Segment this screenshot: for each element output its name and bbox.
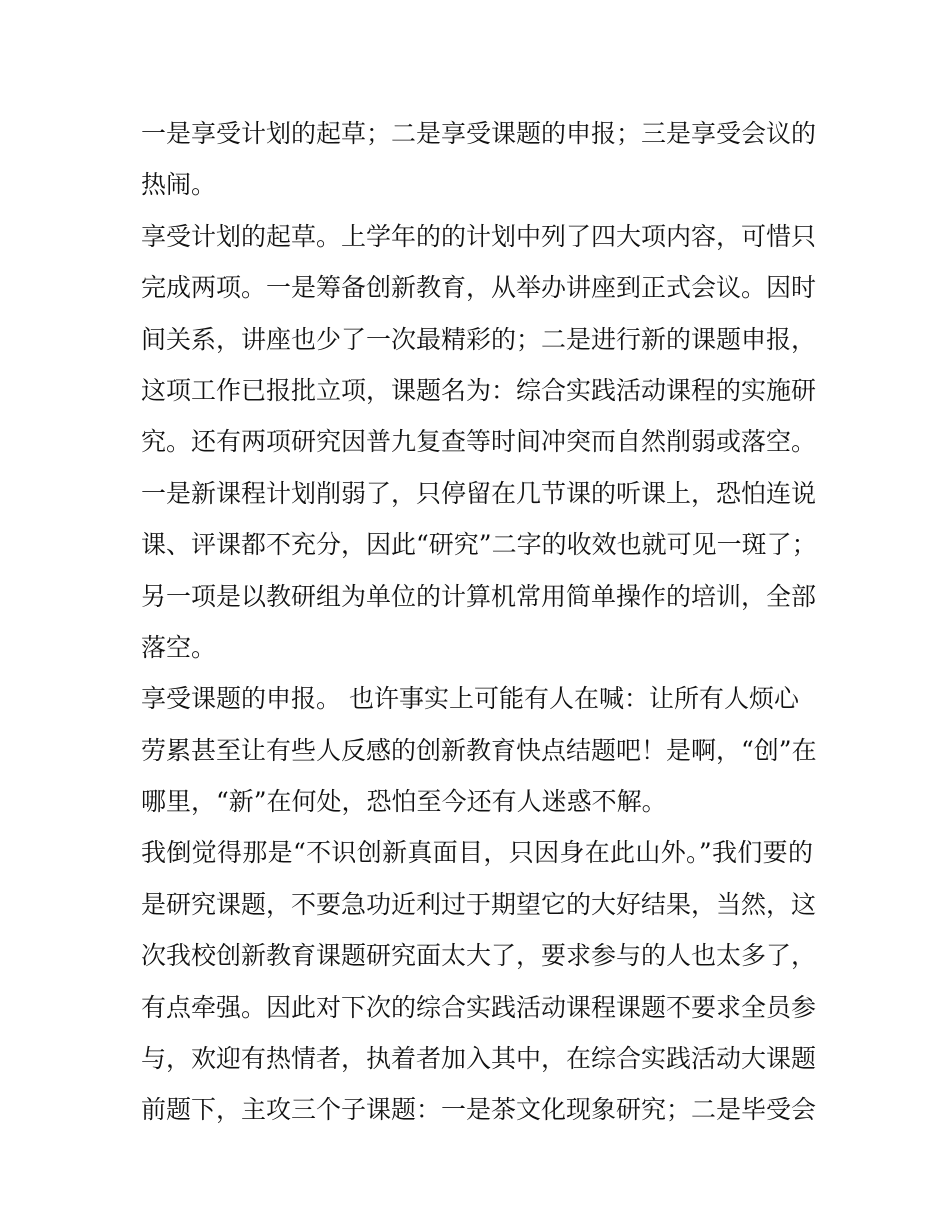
text-line: 有点牵强。因此对下次的综合实践活动课程课题不要求全员参	[141, 992, 817, 1022]
text-line: 间关系，讲座也少了一次最精彩的；二是进行新的课题申报，	[141, 324, 817, 354]
text-line: 一是享受计划的起草；二是享受课题的申报；三是享受会议的	[141, 119, 817, 148]
text-line: 哪里，“新”在何处，恐怕至今还有人迷惑不解。	[141, 787, 667, 817]
text-line: 热闹。	[141, 170, 217, 200]
text-line: 完成两项。一是筹备创新教育，从举办讲座到正式会议。因时	[141, 273, 817, 303]
text-line: 我倒觉得那是“不识创新真面目，只因身在此山外。”我们要的	[141, 838, 813, 868]
text-line: 课、评课都不充分，因此“研究”二字的收效也就可见一斑了；	[141, 530, 817, 560]
text-line: 享受计划的起草。上学年的的计划中列了四大项内容，可惜只	[141, 221, 817, 251]
text-line: 另一项是以教研组为单位的计算机常用简单操作的培训，全部	[141, 581, 817, 611]
text-line: 享受课题的申报。 也许事实上可能有人在喊：让所有人烦心	[141, 684, 799, 714]
text-line: 究。还有两项研究因普九复查等时间冲突而自然削弱或落空。	[141, 427, 817, 457]
text-line: 与，欢迎有热情者，执着者加入其中，在综合实践活动大课题	[141, 1044, 817, 1074]
document-body	[141, 108, 817, 1136]
text-line: 这项工作已报批立项，课题名为：综合实践活动课程的实施研	[141, 375, 817, 405]
text-line: 前题下，主攻三个子课题：一是茶文化现象研究；二是毕受会	[141, 1095, 817, 1125]
text-line: 是研究课题，不要急功近利过于期望它的大好结果，当然，这	[141, 889, 817, 919]
text-line: 落空。	[141, 632, 217, 662]
text-line: 次我校创新教育课题研究面太大了，要求参与的人也太多了，	[141, 941, 817, 971]
text-line: 劳累甚至让有些人反感的创新教育快点结题吧！是啊，“创”在	[141, 735, 817, 765]
text-line: 一是新课程计划削弱了，只停留在几节课的听课上，恐怕连说	[141, 478, 817, 508]
